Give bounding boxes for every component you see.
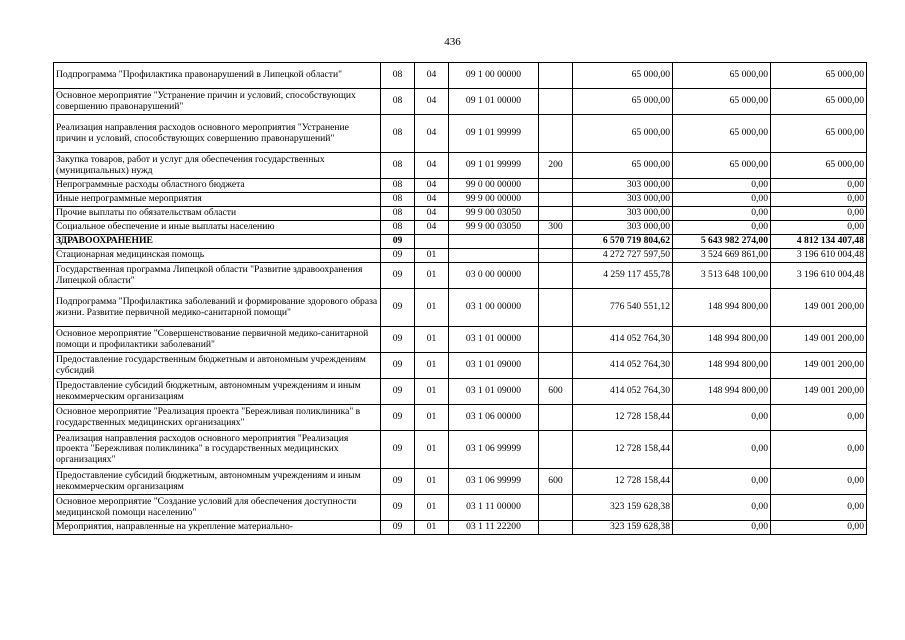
subsection-code: 04 xyxy=(415,89,449,115)
amount-year-1: 776 540 551,12 xyxy=(573,289,673,327)
table-row xyxy=(54,469,867,495)
target-article: 03 1 01 00000 xyxy=(449,327,539,353)
expense-type xyxy=(539,89,573,115)
subsection-code xyxy=(415,235,449,249)
amount-year-2: 0,00 xyxy=(673,207,771,221)
subsection-code: 04 xyxy=(415,153,449,179)
amount-year-2: 0,00 xyxy=(673,221,771,235)
amount-year-1: 303 000,00 xyxy=(573,207,673,221)
subsection-code: 04 xyxy=(415,193,449,207)
row-name: Государственная программа Липецкой области "Развитие здравоохранения Липецкой области" xyxy=(54,263,381,289)
amount-year-3: 65 000,00 xyxy=(771,63,867,89)
section-code: 08 xyxy=(381,179,415,193)
row-name: Основное мероприятие "Реализация проекта "Бережливая поликлиника" в государственных медицинских организациях" xyxy=(54,405,381,431)
amount-year-2: 65 000,00 xyxy=(673,89,771,115)
amount-year-3: 65 000,00 xyxy=(771,153,867,179)
subsection-code: 01 xyxy=(415,289,449,327)
amount-year-2: 65 000,00 xyxy=(673,63,771,89)
row-name: Подпрограмма "Профилактика заболеваний и формирование здорового образа жизни. Развитие первичной медико-санитарной помощи" xyxy=(54,289,381,327)
target-article: 99 9 00 03050 xyxy=(449,221,539,235)
section-code: 08 xyxy=(381,207,415,221)
row-name: Предоставление государственным бюджетным и автономным учреждениям субсидий xyxy=(54,353,381,379)
target-article: 03 1 11 00000 xyxy=(449,495,539,521)
target-article: 99 0 00 00000 xyxy=(449,179,539,193)
row-name: ЗДРАВООХРАНЕНИЕ xyxy=(54,235,381,249)
amount-year-2: 148 994 800,00 xyxy=(673,289,771,327)
amount-year-2: 5 643 982 274,00 xyxy=(673,235,771,249)
subsection-code: 01 xyxy=(415,327,449,353)
row-name: Стационарная медицинская помощь xyxy=(54,249,381,263)
amount-year-3: 149 001 200,00 xyxy=(771,353,867,379)
amount-year-3: 3 196 610 004,48 xyxy=(771,249,867,263)
subsection-code: 01 xyxy=(415,521,449,535)
row-name: Непрограммные расходы областного бюджета xyxy=(54,179,381,193)
subsection-code: 04 xyxy=(415,207,449,221)
section-code: 09 xyxy=(381,379,415,405)
amount-year-1: 414 052 764,30 xyxy=(573,379,673,405)
table-row xyxy=(54,89,867,115)
expense-type: 600 xyxy=(539,379,573,405)
amount-year-3: 149 001 200,00 xyxy=(771,289,867,327)
amount-year-1: 65 000,00 xyxy=(573,115,673,153)
expense-type: 200 xyxy=(539,153,573,179)
section-code: 09 xyxy=(381,327,415,353)
amount-year-3: 65 000,00 xyxy=(771,115,867,153)
amount-year-1: 12 728 158,44 xyxy=(573,431,673,469)
table-row xyxy=(54,495,867,521)
target-article: 03 0 00 00000 xyxy=(449,263,539,289)
target-article: 09 1 01 00000 xyxy=(449,89,539,115)
expense-type: 600 xyxy=(539,469,573,495)
subsection-code: 01 xyxy=(415,469,449,495)
table-row xyxy=(54,249,867,263)
amount-year-3: 0,00 xyxy=(771,179,867,193)
target-article: 99 9 00 03050 xyxy=(449,207,539,221)
table-row xyxy=(54,179,867,193)
target-article: 03 1 01 09000 xyxy=(449,379,539,405)
expense-type: 300 xyxy=(539,221,573,235)
amount-year-3: 0,00 xyxy=(771,469,867,495)
expense-type xyxy=(539,405,573,431)
row-name: Основное мероприятие "Совершенствование первичной медико-санитарной помощи и профилактики заболеваний" xyxy=(54,327,381,353)
subsection-code: 01 xyxy=(415,431,449,469)
section-code: 08 xyxy=(381,63,415,89)
table-row xyxy=(54,63,867,89)
amount-year-3: 149 001 200,00 xyxy=(771,327,867,353)
amount-year-1: 323 159 628,38 xyxy=(573,495,673,521)
subsection-code: 01 xyxy=(415,249,449,263)
row-name: Основное мероприятие "Устранение причин и условий, способствующих совершению правонарушений" xyxy=(54,89,381,115)
amount-year-2: 3 513 648 100,00 xyxy=(673,263,771,289)
table-row xyxy=(54,221,867,235)
section-code: 09 xyxy=(381,353,415,379)
target-article xyxy=(449,235,539,249)
target-article: 03 1 00 00000 xyxy=(449,289,539,327)
row-name: Прочие выплаты по обязательствам области xyxy=(54,207,381,221)
table-row xyxy=(54,235,867,249)
amount-year-3: 0,00 xyxy=(771,221,867,235)
target-article: 03 1 06 00000 xyxy=(449,405,539,431)
section-code: 08 xyxy=(381,153,415,179)
subsection-code: 04 xyxy=(415,115,449,153)
amount-year-3: 0,00 xyxy=(771,193,867,207)
section-code: 08 xyxy=(381,221,415,235)
amount-year-1: 12 728 158,44 xyxy=(573,405,673,431)
amount-year-2: 0,00 xyxy=(673,521,771,535)
amount-year-2: 65 000,00 xyxy=(673,115,771,153)
table-row xyxy=(54,207,867,221)
row-name: Основное мероприятие "Создание условий для обеспечения доступности медицинской помощи населению" xyxy=(54,495,381,521)
amount-year-2: 0,00 xyxy=(673,469,771,495)
amount-year-1: 303 000,00 xyxy=(573,193,673,207)
page-number: 436 xyxy=(444,36,461,48)
amount-year-1: 4 272 727 597,50 xyxy=(573,249,673,263)
row-name: Реализация направления расходов основного мероприятия "Устранение причин и условий, способствующих совершению правонарушений" xyxy=(54,115,381,153)
expense-type xyxy=(539,249,573,263)
section-code: 09 xyxy=(381,521,415,535)
expense-type xyxy=(539,263,573,289)
target-article: 03 1 06 99999 xyxy=(449,469,539,495)
amount-year-3: 4 812 134 407,48 xyxy=(771,235,867,249)
row-name: Предоставление субсидий бюджетным, автономным учреждениям и иным некоммерческим организациям xyxy=(54,469,381,495)
section-code: 08 xyxy=(381,193,415,207)
amount-year-1: 12 728 158,44 xyxy=(573,469,673,495)
section-code: 09 xyxy=(381,495,415,521)
expense-type xyxy=(539,495,573,521)
amount-year-2: 0,00 xyxy=(673,431,771,469)
row-name: Реализация направления расходов основного мероприятия "Реализация проекта "Бережливая поликлиника" в государственных медицинских организациях" xyxy=(54,431,381,469)
amount-year-3: 0,00 xyxy=(771,495,867,521)
amount-year-3: 3 196 610 004,48 xyxy=(771,263,867,289)
table-row xyxy=(54,263,867,289)
amount-year-2: 0,00 xyxy=(673,193,771,207)
target-article xyxy=(449,249,539,263)
target-article: 03 1 11 22200 xyxy=(449,521,539,535)
amount-year-1: 6 570 719 804,62 xyxy=(573,235,673,249)
subsection-code: 01 xyxy=(415,353,449,379)
section-code: 08 xyxy=(381,89,415,115)
target-article: 03 1 06 99999 xyxy=(449,431,539,469)
amount-year-2: 148 994 800,00 xyxy=(673,353,771,379)
amount-year-3: 65 000,00 xyxy=(771,89,867,115)
expense-type xyxy=(539,193,573,207)
row-name: Подпрограмма "Профилактика правонарушений в Липецкой области" xyxy=(54,63,381,89)
row-name: Мероприятия, направленные на укрепление материально- xyxy=(54,521,381,535)
section-code: 09 xyxy=(381,469,415,495)
section-code: 09 xyxy=(381,289,415,327)
expense-type xyxy=(539,431,573,469)
table-row xyxy=(54,327,867,353)
amount-year-1: 414 052 764,30 xyxy=(573,327,673,353)
expense-type xyxy=(539,115,573,153)
amount-year-3: 0,00 xyxy=(771,405,867,431)
amount-year-3: 0,00 xyxy=(771,431,867,469)
subsection-code: 04 xyxy=(415,179,449,193)
amount-year-2: 0,00 xyxy=(673,495,771,521)
amount-year-1: 323 159 628,38 xyxy=(573,521,673,535)
amount-year-2: 148 994 800,00 xyxy=(673,327,771,353)
amount-year-1: 414 052 764,30 xyxy=(573,353,673,379)
table-row xyxy=(54,379,867,405)
row-name: Предоставление субсидий бюджетным, автономным учреждениям и иным некоммерческим организациям xyxy=(54,379,381,405)
amount-year-3: 149 001 200,00 xyxy=(771,379,867,405)
row-name: Социальное обеспечение и иные выплаты населению xyxy=(54,221,381,235)
expense-type xyxy=(539,179,573,193)
table-row xyxy=(54,353,867,379)
subsection-code: 01 xyxy=(415,379,449,405)
table-row xyxy=(54,153,867,179)
expense-type xyxy=(539,521,573,535)
amount-year-1: 303 000,00 xyxy=(573,221,673,235)
table-row xyxy=(54,115,867,153)
section-code: 09 xyxy=(381,249,415,263)
amount-year-3: 0,00 xyxy=(771,521,867,535)
section-code: 09 xyxy=(381,431,415,469)
section-code: 09 xyxy=(381,405,415,431)
subsection-code: 04 xyxy=(415,63,449,89)
subsection-code: 01 xyxy=(415,495,449,521)
table-row xyxy=(54,431,867,469)
target-article: 03 1 01 09000 xyxy=(449,353,539,379)
table-row xyxy=(54,289,867,327)
row-name: Закупка товаров, работ и услуг для обеспечения государственных (муниципальных) нужд xyxy=(54,153,381,179)
table-row xyxy=(54,193,867,207)
expense-type xyxy=(539,353,573,379)
section-code: 09 xyxy=(381,263,415,289)
amount-year-2: 0,00 xyxy=(673,179,771,193)
expense-type xyxy=(539,235,573,249)
amount-year-2: 3 524 669 861,00 xyxy=(673,249,771,263)
row-name: Иные непрограммные мероприятия xyxy=(54,193,381,207)
expense-type xyxy=(539,63,573,89)
table-row xyxy=(54,521,867,535)
amount-year-3: 0,00 xyxy=(771,207,867,221)
budget-table xyxy=(53,62,867,535)
amount-year-1: 65 000,00 xyxy=(573,153,673,179)
amount-year-1: 4 259 117 455,78 xyxy=(573,263,673,289)
amount-year-1: 65 000,00 xyxy=(573,89,673,115)
section-code: 08 xyxy=(381,115,415,153)
target-article: 99 9 00 00000 xyxy=(449,193,539,207)
subsection-code: 04 xyxy=(415,221,449,235)
expense-type xyxy=(539,289,573,327)
subsection-code: 01 xyxy=(415,405,449,431)
target-article: 09 1 01 99999 xyxy=(449,153,539,179)
target-article: 09 1 01 99999 xyxy=(449,115,539,153)
amount-year-1: 303 000,00 xyxy=(573,179,673,193)
expense-type xyxy=(539,327,573,353)
subsection-code: 01 xyxy=(415,263,449,289)
amount-year-2: 65 000,00 xyxy=(673,153,771,179)
section-code: 09 xyxy=(381,235,415,249)
amount-year-1: 65 000,00 xyxy=(573,63,673,89)
amount-year-2: 148 994 800,00 xyxy=(673,379,771,405)
expense-type xyxy=(539,207,573,221)
amount-year-2: 0,00 xyxy=(673,405,771,431)
target-article: 09 1 00 00000 xyxy=(449,63,539,89)
table-row xyxy=(54,405,867,431)
